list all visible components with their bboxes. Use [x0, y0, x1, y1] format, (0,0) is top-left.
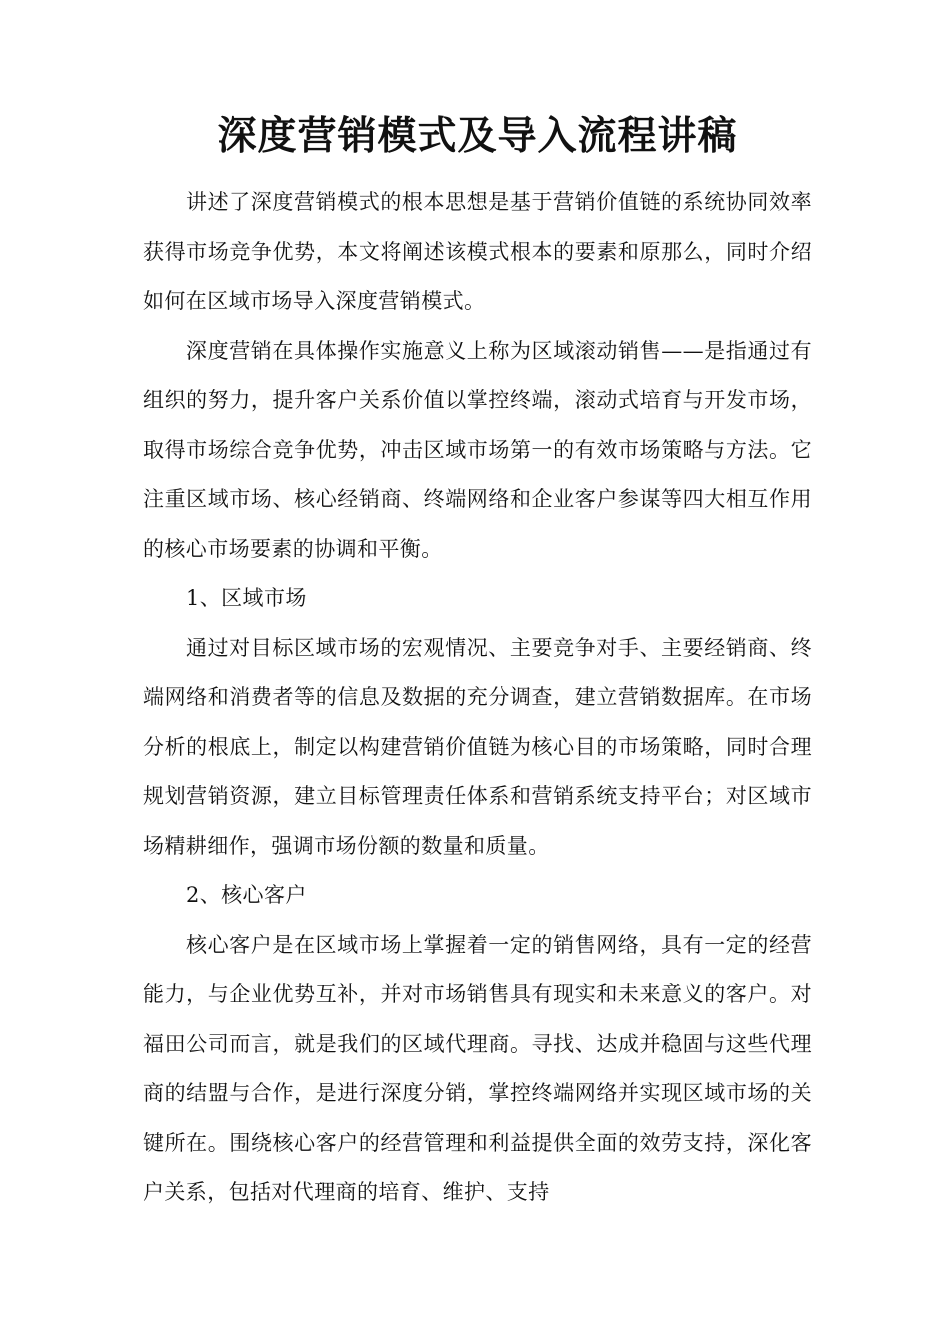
- paragraph-core-customers: 核心客户是在区域市场上掌握着一定的销售网络，具有一定的经营能力，与企业优势互补，并对市场销售具有现实和未来意义的客户。对福田公司而言，就是我们的区域代理商。寻找、达成并稳固与这些代理商的结盟与合作，是进行深度分销，掌控终端网络并实现区域市场的关键所在。围绕核心客户的经营管理和利益提供全面的效劳支持，深化客户关系，包括对代理商的培育、维护、支持: [143, 932, 812, 1204]
- paragraph-intro: 讲述了深度营销模式的根本思想是基于营销价值链的系统协同效率获得市场竞争优势，本文将阐述该模式根本的要素和原那么，同时介绍如何在区域市场导入深度营销模式。: [143, 190, 812, 313]
- paragraph-regional-market: 通过对目标区域市场的宏观情况、主要竞争对手、主要经销商、终端网络和消费者等的信息及数据的充分调查，建立营销数据库。在市场分析的根底上，制定以构建营销价值链为核心目的市场策略，同时合理规划营销资源，建立目标管理责任体系和营销系统支持平台；对区域市场精耕细作，强调市场份额的数量和质量。: [143, 635, 812, 858]
- section-heading-regional-market: 1、区域市场: [186, 586, 307, 610]
- section-heading-core-customers: 2、核心客户: [186, 883, 307, 907]
- paragraph-definition: 深度营销在具体操作实施意义上称为区域滚动销售——是指通过有组织的努力，提升客户关系价值以掌控终端，滚动式培育与开发市场，取得市场综合竞争优势，冲击区域市场第一的有效市场策略与方法。它注重区域市场、核心经销商、终端网络和企业客户参谋等四大相互作用的核心市场要素的协调和平衡。: [143, 338, 812, 561]
- document-title: 深度营销模式及导入流程讲稿: [217, 113, 738, 159]
